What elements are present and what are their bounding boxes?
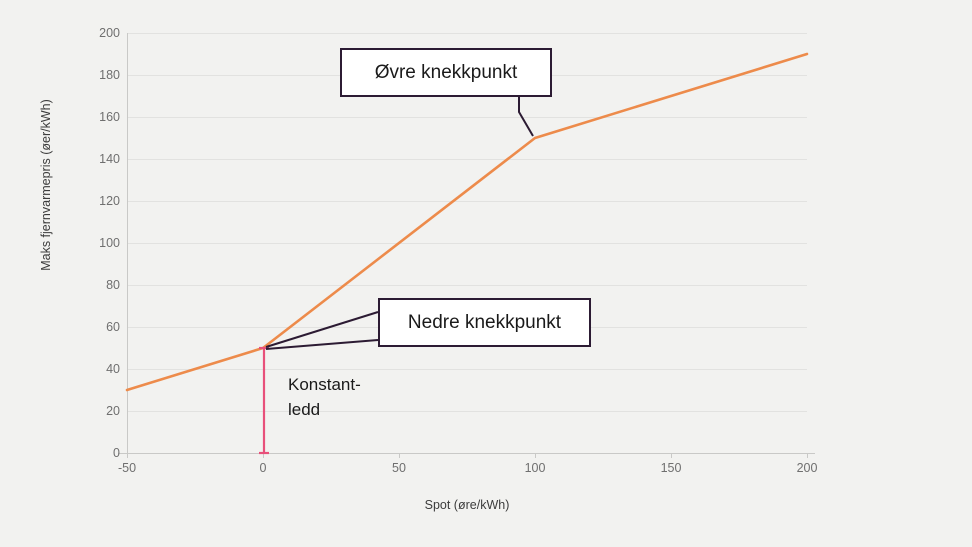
y-tick-label: 200 bbox=[99, 26, 120, 40]
x-tick-label: 150 bbox=[660, 461, 682, 475]
x-tick-label: 100 bbox=[524, 461, 546, 475]
annotation-lower-knee bbox=[378, 298, 591, 347]
annotation-upper-knee-label: Øvre knekkpunkt bbox=[374, 61, 518, 83]
annotation-konstantledd bbox=[288, 373, 428, 422]
y-tick-label: 0 bbox=[113, 446, 120, 460]
annotation-lower-knee-label: Nedre knekkpunkt bbox=[407, 311, 562, 333]
y-tick-label: 20 bbox=[106, 404, 120, 418]
y-tick-label: 140 bbox=[99, 152, 120, 166]
callout-upper-leader bbox=[519, 97, 533, 136]
annotation-konstantledd-line2: ledd bbox=[288, 399, 321, 419]
x-tick-label: 200 bbox=[796, 461, 818, 475]
y-tick-label: 40 bbox=[106, 362, 120, 376]
y-tick-label: 120 bbox=[99, 194, 120, 208]
x-axis-title: Spot (øre/kWh) bbox=[424, 498, 510, 512]
y-tick-label: 60 bbox=[106, 320, 120, 334]
annotation-upper-knee bbox=[340, 48, 552, 97]
y-tick-label: 100 bbox=[99, 236, 120, 250]
y-tick-label: 80 bbox=[106, 278, 120, 292]
y-axis-title: Maks fjernvarmepris (øer/kWh) bbox=[39, 99, 53, 271]
y-tick-label: 180 bbox=[99, 68, 120, 82]
x-tick-label: 50 bbox=[392, 461, 406, 475]
x-tick-label: 0 bbox=[259, 461, 267, 475]
x-tick-label: -50 bbox=[117, 461, 137, 475]
y-tick-label: 160 bbox=[99, 110, 120, 124]
annotation-konstantledd-line1: Konstant- bbox=[288, 375, 361, 394]
